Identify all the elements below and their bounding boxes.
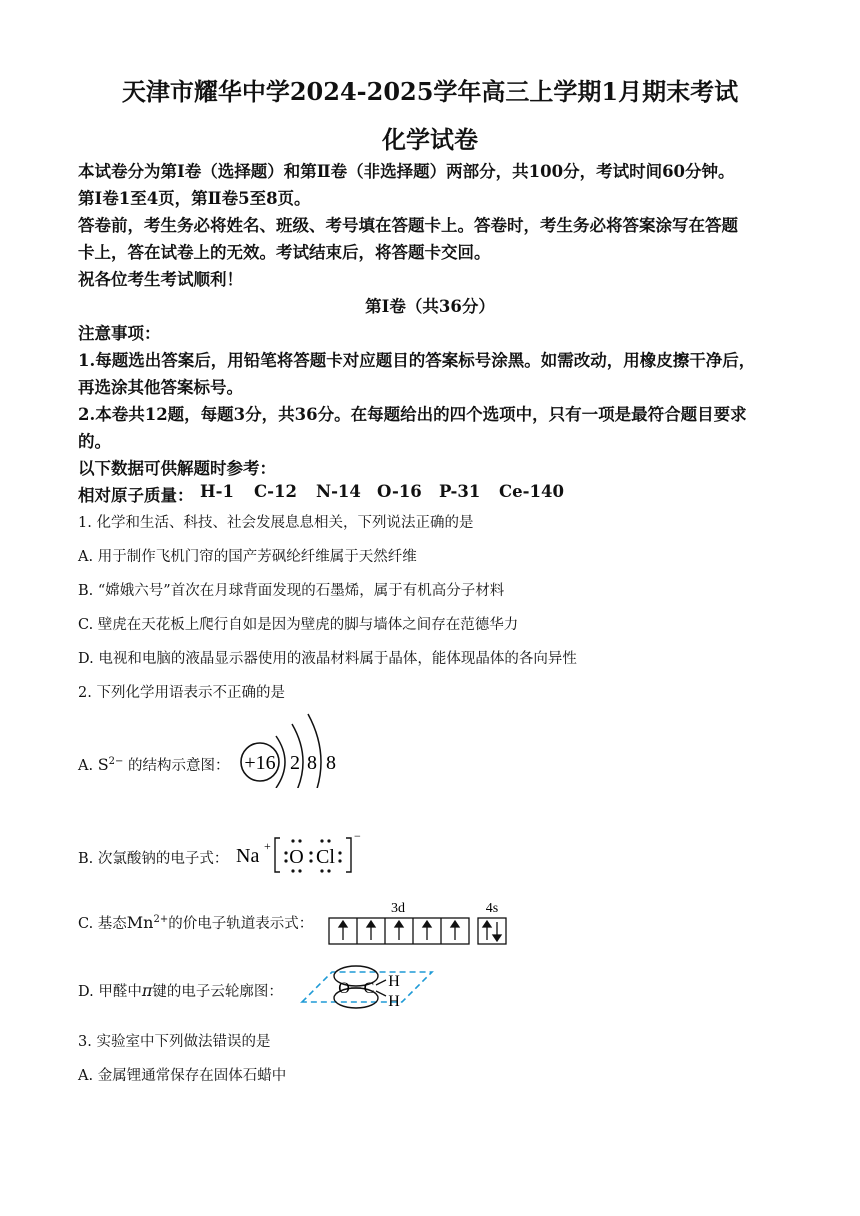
notice-line: 1.每题选出答案后，用铅笔将答题卡对应题目的答案标号涂黑。如需改动，用橡皮擦干净后， bbox=[78, 351, 756, 370]
question-2-option-d bbox=[78, 980, 283, 1001]
option-d-text: 键的电子云轮廓图： bbox=[152, 984, 283, 1000]
question-1-option-b: B. “嫦娥六号”首次在月球背面发现的石墨烯，属于有机高分子材料 bbox=[78, 583, 505, 599]
notice-line: 的。 bbox=[78, 432, 111, 451]
question-1-stem: 1. 化学和生活、科技、社会发展息息相关，下列说法正确的是 bbox=[78, 515, 474, 531]
intro-line: 卡上，答在试卷上的无效。考试结束后，将答题卡交回。 bbox=[78, 243, 491, 262]
carbon-atom: C bbox=[363, 980, 375, 997]
question-1-option-a: A. 用于制作飞机门帘的国产芳砜纶纤维属于天然纤维 bbox=[78, 549, 417, 565]
question-1-option-d: D. 电视和电脑的液晶显示器使用的液晶材料属于晶体，能体现晶体的各向异性 bbox=[78, 651, 577, 667]
shell-electron-count: 2 bbox=[290, 752, 300, 774]
electron-shell-arc bbox=[276, 736, 285, 788]
oxygen-atom: O bbox=[338, 980, 350, 997]
intro-line: 第Ⅰ卷1至4页，第Ⅱ卷5至8页。 bbox=[78, 189, 311, 208]
atomic-mass: C-12 bbox=[254, 482, 297, 501]
notice-heading: 注意事项： bbox=[78, 324, 161, 343]
reference-label: 相对原子质量： bbox=[78, 486, 194, 505]
option-c-prefix: C. 基态 bbox=[78, 916, 127, 932]
section-title: 第Ⅰ卷（共36分） bbox=[365, 297, 495, 316]
atomic-mass: Ce-140 bbox=[499, 482, 564, 501]
hydrogen-atom: H bbox=[388, 973, 400, 990]
question-3-option-a: A. 金属锂通常保存在固体石蜡中 bbox=[78, 1068, 287, 1084]
sodium-symbol: Na bbox=[236, 845, 260, 867]
question-2-option-b: B. 次氯酸钠的电子式： bbox=[78, 851, 229, 867]
sulfide-structure-diagram bbox=[232, 708, 344, 788]
orbital-label-4s: 4s bbox=[485, 901, 499, 916]
orbital-label-3d: 3d bbox=[391, 901, 405, 916]
manganese-orbital-diagram bbox=[326, 896, 512, 948]
formaldehyde-pi-bond-diagram bbox=[298, 960, 438, 1012]
atomic-mass: N-14 bbox=[316, 482, 361, 501]
intro-line: 答卷前，考生务必将姓名、班级、考号填在答题卡上。答卷时，考生务必将答案涂写在答题 bbox=[78, 216, 738, 235]
atomic-mass: O-16 bbox=[377, 482, 422, 501]
atomic-mass: P-31 bbox=[439, 482, 481, 501]
question-2-option-c bbox=[78, 912, 313, 933]
sulfide-symbol: S bbox=[97, 755, 109, 774]
sulfide-charge: 2− bbox=[108, 756, 124, 768]
reference-heading: 以下数据可供解题时参考： bbox=[78, 459, 276, 478]
right-bracket bbox=[346, 838, 351, 872]
oxygen-symbol: O bbox=[289, 846, 304, 868]
exam-title: 天津市耀华中学2024-2025学年高三上学期1月期末考试 bbox=[121, 77, 739, 106]
atomic-mass: H-1 bbox=[200, 482, 234, 501]
question-2-stem: 2. 下列化学用语表示不正确的是 bbox=[78, 685, 285, 701]
intro-line: 本试卷分为第Ⅰ卷（选择题）和第Ⅱ卷（非选择题）两部分，共100分，考试时间60分钟。 bbox=[78, 162, 735, 181]
nucleus-charge: +16 bbox=[244, 752, 276, 774]
question-3-stem: 3. 实验室中下列做法错误的是 bbox=[78, 1034, 271, 1050]
sodium-charge: + bbox=[264, 839, 271, 853]
shell-electron-count: 8 bbox=[307, 752, 317, 774]
option-d-prefix: D. 甲醛中 bbox=[78, 984, 142, 1000]
notice-line: 2.本卷共12题，每题3分，共36分。在每题给出的四个选项中，只有一项是最符合题目要求 bbox=[78, 405, 747, 424]
option-c-text: 的价电子轨道表示式： bbox=[168, 916, 314, 932]
option-a-prefix: A. bbox=[78, 758, 98, 774]
intro-line: 祝各位考生考试顺利！ bbox=[78, 270, 243, 289]
question-2-option-a bbox=[78, 754, 230, 775]
hydrogen-atom: H bbox=[388, 993, 400, 1010]
manganese-ion-charge: 2+ bbox=[153, 914, 169, 926]
chlorine-symbol: Cl bbox=[316, 846, 335, 868]
left-bracket bbox=[275, 838, 280, 872]
exam-subtitle: 化学试卷 bbox=[382, 125, 478, 154]
question-1-option-c: C. 壁虎在天花板上爬行自如是因为壁虎的脚与墙体之间存在范德华力 bbox=[78, 617, 519, 633]
manganese-ion-symbol: Mn bbox=[126, 913, 154, 932]
orbital-box-4s bbox=[478, 918, 506, 944]
pi-symbol: π bbox=[141, 981, 153, 1000]
electron-arrows-4s bbox=[483, 921, 501, 941]
electron-shell-arc bbox=[308, 714, 321, 788]
sodium-hypochlorite-electron-formula bbox=[234, 828, 364, 878]
option-a-text: 的结构示意图： bbox=[128, 758, 230, 774]
hypochlorite-charge: − bbox=[354, 829, 361, 843]
notice-line: 再选涂其他答案标号。 bbox=[78, 378, 243, 397]
shell-electron-count: 8 bbox=[326, 752, 336, 774]
